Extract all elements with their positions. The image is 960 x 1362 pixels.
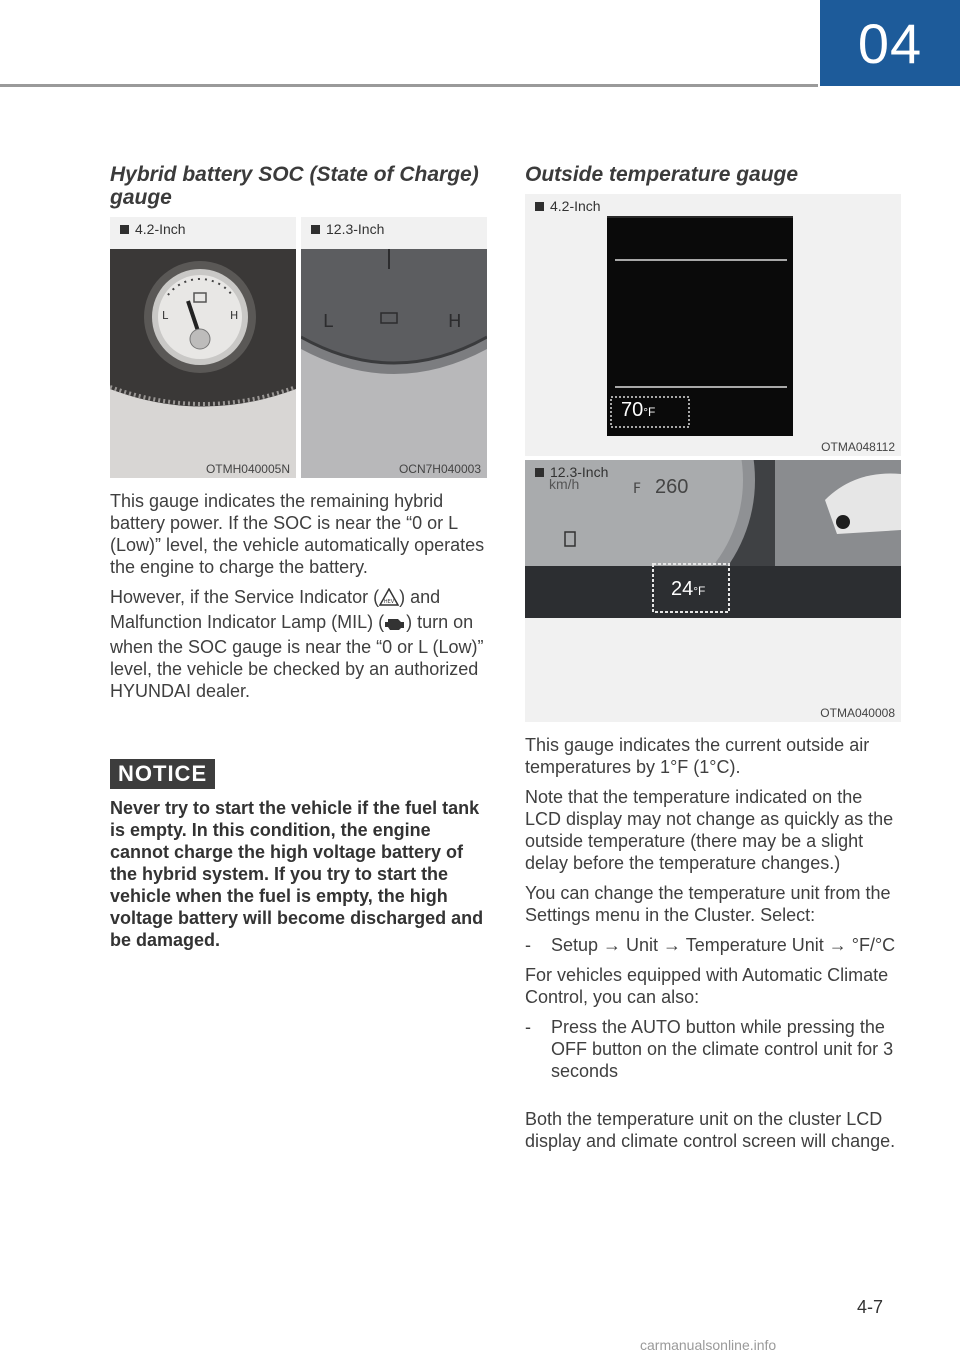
figure-label: 4.2-Inch: [535, 198, 601, 214]
chapter-number: 04: [857, 11, 923, 75]
temp-figure-12-3-inch: [525, 460, 901, 722]
svg-text:F: F: [633, 481, 642, 497]
service-indicator-icon: [379, 588, 399, 611]
notice-text: Never try to start the vehicle if the fuel tank is empty. In this condition, the engine cannot charge the high voltage battery of the hybrid system. If you try to start the vehicle when the fuel is empty, the high voltage battery will become discharged and be damaged.: [110, 798, 484, 950]
temp-paragraph-1: This gauge indicates the current outside air temperatures by 1°F (1°C).: [525, 735, 870, 777]
soc-figure-4-2-inch: [110, 217, 296, 478]
temp-paragraph-2: Note that the temperature indicated on the LCD display may not change as quickly as the outside temperature (there may be a slight delay before the temperature changes.): [525, 787, 894, 873]
soc-gauge-heading: Hybrid battery SOC (State of Charge) gauge: [110, 163, 479, 209]
temp-readout: 24°F: [671, 578, 706, 600]
figure-label: 4.2-Inch: [120, 221, 186, 237]
outside-temp-heading: Outside temperature gauge: [525, 163, 799, 186]
figure-code: OTMH040005N: [205, 462, 290, 476]
header-rule: [0, 84, 818, 87]
soc-gauge-image: [110, 249, 296, 478]
temp-description: [525, 734, 901, 1160]
temp-figure-4-2-inch: [525, 194, 901, 456]
speed-tick-label: 260: [655, 476, 689, 498]
figure-code: OTMA048112: [821, 440, 895, 454]
soc-figure-12-3-inch: [301, 217, 487, 478]
figure-code: OCN7H040003: [398, 462, 481, 476]
notice-badge: NOTICE: [110, 759, 215, 789]
temp-paragraph-4: For vehicles equipped with Automatic Climate Control, you can also:: [525, 965, 889, 1007]
soc-description: [110, 490, 490, 710]
page-number: 4-7: [857, 1297, 884, 1317]
square-bullet-icon: [535, 468, 544, 477]
soc-gauge-image: [301, 249, 487, 478]
list-item: - Press the AUTO button while pressing the OFF button on the climate control unit for 3 seconds: [525, 1017, 894, 1081]
list-item: - Setup → Unit → Temperature Unit → °F/°C: [525, 935, 896, 955]
svg-text:H: H: [230, 309, 239, 322]
speed-unit-label: km/h: [549, 476, 580, 492]
soc-paragraph-1: This gauge indicates the remaining hybrid battery power. If the SOC is near the “0 or L (Low)” level, the vehicle automatically operates the engine to charge the battery.: [110, 491, 485, 577]
svg-text:H: H: [448, 311, 462, 332]
chapter-tab: [820, 0, 960, 86]
temp-display-image: [525, 460, 901, 722]
square-bullet-icon: [311, 225, 320, 234]
square-bullet-icon: [120, 225, 129, 234]
temp-readout: 70°F: [621, 399, 656, 421]
svg-text:L: L: [323, 311, 334, 332]
figure-label: 12.3-Inch: [311, 221, 384, 237]
engine-mil-icon: [384, 614, 406, 636]
soc-paragraph-2: However, if the Service Indicator ( HEV ) and Malfunction Indicator Lamp (MIL) ( ) turn on when the SOC gauge is near the “0 or L (Low)” level, the vehicle be checked by an authorized HYUNDAI dealer.: [110, 587, 484, 701]
temp-display-image: [525, 194, 901, 456]
watermark: carmanualsonline.info: [640, 1337, 777, 1353]
figure-label: 12.3-Inch: [535, 464, 608, 480]
temp-paragraph-5: Both the temperature unit on the cluster LCD display and climate control screen will change.: [525, 1109, 896, 1151]
temp-paragraph-3: You can change the temperature unit from the Settings menu in the Cluster. Select:: [525, 883, 891, 925]
svg-text:L: L: [162, 309, 169, 322]
figure-code: OTMA040008: [820, 706, 895, 720]
svg-text:HEV: HEV: [383, 599, 395, 605]
